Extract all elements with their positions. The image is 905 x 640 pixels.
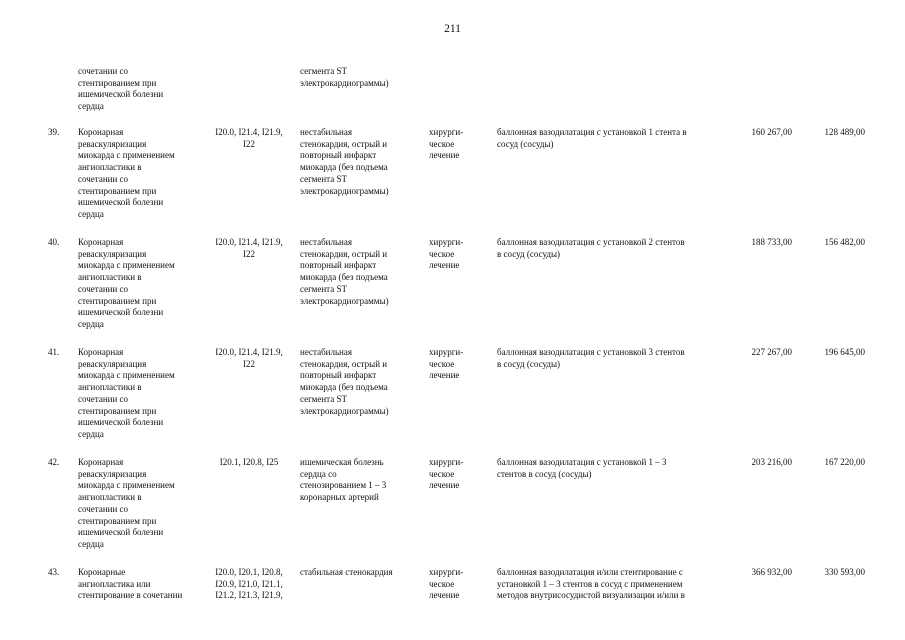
treatment-type-cell: хирурги- ческое лечение bbox=[429, 347, 464, 381]
treatment-type-cell: хирурги- ческое лечение bbox=[429, 457, 464, 491]
diagnosis-cell: стабильная стенокардия bbox=[300, 567, 393, 577]
service-name-cell: Коронарная реваскуляризация миокарда с применением ангиопластики в сочетании со стентированием при ишемической болезни сердца bbox=[78, 347, 175, 439]
price-cell: 160 267,00 bbox=[751, 127, 792, 137]
diagnosis-cell: нестабильная стенокардия, острый и повторный инфаркт миокарда (без подъема сегмента ST электрокардиограммы) bbox=[300, 347, 389, 416]
diagnosis-cell: нестабильная стенокардия, острый и повторный инфаркт миокарда (без подъема сегмента ST электрокардиограммы) bbox=[300, 237, 389, 306]
icd-codes-cell: I20.1, I20.8, I25 bbox=[219, 457, 279, 467]
service-name-cell: Коронарная реваскуляризация миокарда с применением ангиопластики в сочетании со стентированием при ишемической болезни сердца bbox=[78, 237, 175, 329]
price-cell: 203 216,00 bbox=[751, 457, 792, 467]
treatment-type-cell: хирурги- ческое лечение bbox=[429, 127, 464, 161]
row-number-cell: 40. bbox=[48, 237, 60, 247]
row-number-cell: 42. bbox=[48, 457, 60, 467]
method-cell: баллонная вазодилатация с установкой 2 стентов в сосуд (сосуды) bbox=[497, 237, 685, 259]
service-name-cell: Коронарная реваскуляризация миокарда с применением ангиопластики в сочетании со стентированием при ишемической болезни сердца bbox=[78, 127, 175, 219]
price-cell: 188 733,00 bbox=[751, 237, 792, 247]
row-number-cell: 43. bbox=[48, 567, 60, 577]
method-cell: баллонная вазодилатация с установкой 1 стента в сосуд (сосуды) bbox=[497, 127, 687, 149]
icd-codes-cell: I20.0, I21.4, I21.9, I22 bbox=[215, 127, 283, 149]
diagnosis-cell: ишемическая болезнь сердца со стенозированием 1 – 3 коронарных артерий bbox=[300, 457, 387, 503]
price-cell: 366 932,00 bbox=[751, 567, 792, 577]
price-cell: 227 267,00 bbox=[751, 347, 792, 357]
method-cell: баллонная вазодилатация с установкой 1 – 3 стентов в сосуд (сосуды) bbox=[497, 457, 667, 479]
row-number-cell: 41. bbox=[48, 347, 60, 357]
treatment-type-cell: хирурги- ческое лечение bbox=[429, 237, 464, 271]
icd-codes-cell: I20.0, I20.1, I20.8, I20.9, I21.0, I21.1, I21.2, I21.3, I21.9, bbox=[215, 567, 283, 601]
method-cell: баллонная вазодилатация с установкой 3 стентов в сосуд (сосуды) bbox=[497, 347, 685, 369]
page-number: 211 bbox=[444, 23, 461, 35]
service-name-cell: Коронарные ангиопластика или стентирование в сочетании bbox=[78, 567, 183, 601]
price-cell: 196 645,00 bbox=[824, 347, 865, 357]
diagnosis-cell: нестабильная стенокардия, острый и повторный инфаркт миокарда (без подъема сегмента ST электрокардиограммы) bbox=[300, 127, 389, 196]
price-cell: 128 489,00 bbox=[824, 127, 865, 137]
service-name-cell: Коронарная реваскуляризация миокарда с применением ангиопластики в сочетании со стентированием при ишемической болезни сердца bbox=[78, 457, 175, 549]
method-cell: баллонная вазодилатация и/или стентирование с установкой 1 – 3 стентов в сосуд с применением методов внутрисосудистой визуализации и/или в bbox=[497, 567, 685, 601]
treatment-type-cell: хирурги- ческое лечение bbox=[429, 567, 464, 601]
service-name-cell: сочетании со стентированием при ишемической болезни сердца bbox=[78, 66, 164, 112]
price-cell: 330 593,00 bbox=[824, 567, 865, 577]
diagnosis-cell: сегмента ST электрокардиограммы) bbox=[300, 66, 389, 88]
icd-codes-cell: I20.0, I21.4, I21.9, I22 bbox=[215, 237, 283, 259]
price-cell: 167 220,00 bbox=[824, 457, 865, 467]
row-number-cell: 39. bbox=[48, 127, 60, 137]
icd-codes-cell: I20.0, I21.4, I21.9, I22 bbox=[215, 347, 283, 369]
price-cell: 156 482,00 bbox=[824, 237, 865, 247]
